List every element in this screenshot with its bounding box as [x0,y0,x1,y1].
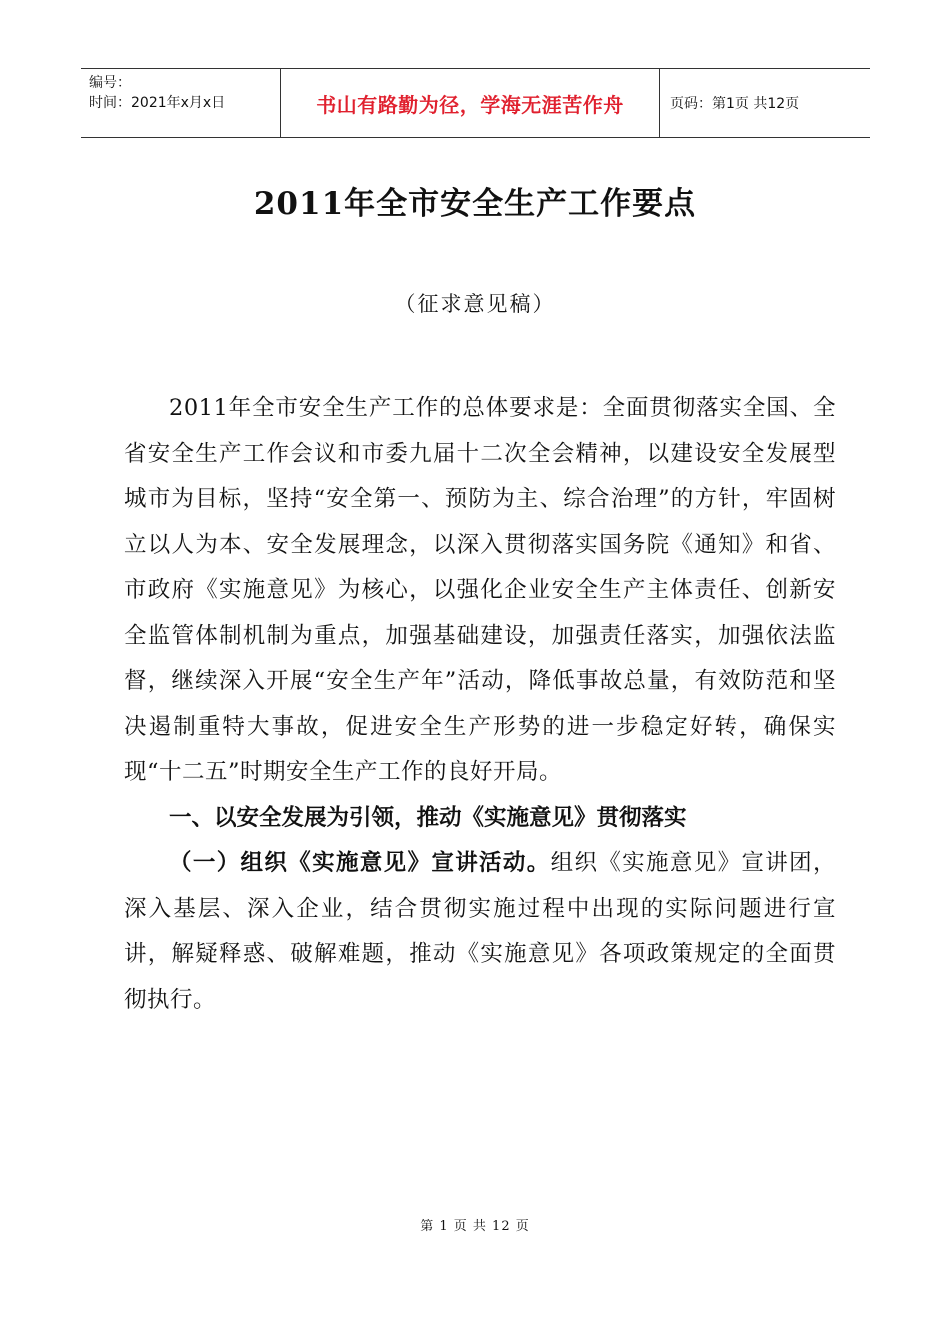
intro-paragraph: 2011年全市安全生产工作的总体要求是：全面贯彻落实全国、全省安全生产工作会议和市委九届十二次全会精神，以建设安全发展型城市为目标，坚持“安全第一、预防为主、综合治理”的方针，牢固树立以人为本、安全发展理念，以深入贯彻落实国务院《通知》和省、市政府《实施意见》为核心，以强化企业安全生产主体责任、创新安全监管体制机制为重点，加强基础建设，加强责任落实，加强依法监督，继续深入开展“安全生产年”活动，降低事故总量，有效防范和坚决遏制重特大事故，促进安全生产形势的进一步稳定好转，确保实现“十二五”时期安全生产工作的良好开局。 [124,395,836,785]
document-subtitle: （征求意见稿） [394,292,556,316]
header-motto: 书山有路勤为径，学海无涯苦作舟 [281,69,660,137]
document-title: 2011年全市安全生产工作要点 [253,186,697,222]
number-label: 编号： [89,75,131,91]
header-meta [81,69,281,137]
section-heading: 一、以安全发展为引领，推动《实施意见》贯彻落实 [169,804,687,831]
item-lead: （一）组织《实施意见》宣讲活动。 [169,850,551,876]
item-body: 组织《实施意见》宣讲团，深入基层、深入企业，结合贯彻实施过程中出现的实际问题进行宣讲，解疑释惑、破解难题，推动《实施意见》各项政策规定的全面贯彻执行。 [124,850,836,1013]
document-body [124,386,836,1023]
header-page-info: 页码：第1页 共12页 [670,96,800,112]
document-header [81,68,870,138]
item-paragraph [124,841,836,1023]
page-footer: 第 1 页 共 12 页 [420,1219,530,1234]
time-label: 时间：2021年x月x日 [89,95,226,111]
